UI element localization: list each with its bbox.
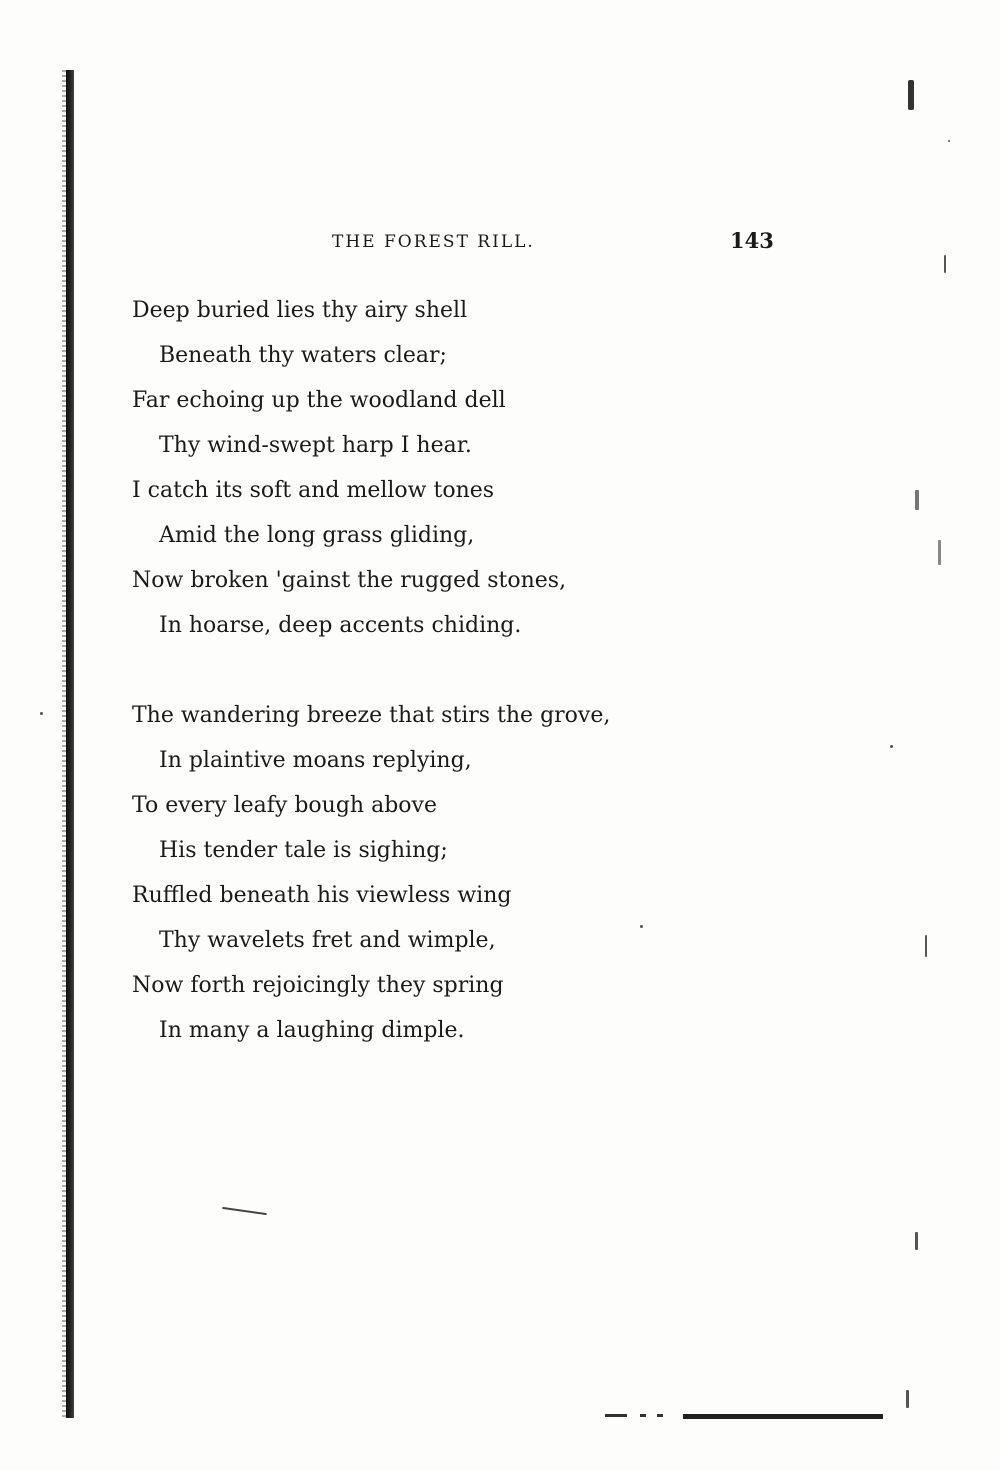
poem-line: Far echoing up the woodland dell: [132, 388, 506, 413]
scan-speck: [222, 1207, 267, 1215]
poem-line: I catch its soft and mellow tones: [132, 478, 495, 503]
scan-speck: [40, 712, 43, 715]
poem-line: Beneath thy waters clear;: [159, 343, 447, 368]
poem: [132, 288, 610, 1053]
scan-speck: [944, 255, 946, 273]
poem-line: Now forth rejoicingly they spring: [132, 973, 504, 998]
stanza: [132, 693, 610, 1053]
scan-speck: [925, 935, 927, 957]
poem-line: In plaintive moans replying,: [159, 748, 472, 773]
poem-line: Now broken 'gainst the rugged stones,: [132, 568, 567, 593]
scan-speck: [915, 490, 919, 510]
poem-line: Thy wind-swept harp I hear.: [159, 433, 472, 458]
scan-artifact: [908, 80, 914, 110]
scan-speck: [938, 540, 941, 565]
scan-speck: [640, 925, 643, 928]
poem-line: In hoarse, deep accents chiding.: [159, 613, 522, 638]
poem-line: Thy wavelets fret and wimple,: [159, 928, 496, 953]
scan-speck: [906, 1390, 909, 1408]
scan-speck: [890, 745, 893, 748]
poem-line: To every leafy bough above: [132, 793, 437, 818]
poem-line: His tender tale is sighing;: [159, 838, 448, 863]
poem-line: Deep buried lies thy airy shell: [132, 298, 468, 323]
bottom-rule: [683, 1414, 883, 1419]
page-number: 143: [730, 228, 774, 253]
binding-edge: [66, 70, 74, 1418]
stanza: [132, 288, 610, 648]
running-title: THE FOREST RILL.: [332, 232, 535, 252]
poem-line: Amid the long grass gliding,: [159, 523, 475, 548]
poem-line: The wandering breeze that stirs the grove,: [132, 703, 611, 728]
poem-line: In many a laughing dimple.: [159, 1018, 465, 1043]
scan-speck: [948, 140, 950, 142]
scan-speck: [915, 1232, 918, 1250]
poem-line: Ruffled beneath his viewless wing: [132, 883, 512, 908]
